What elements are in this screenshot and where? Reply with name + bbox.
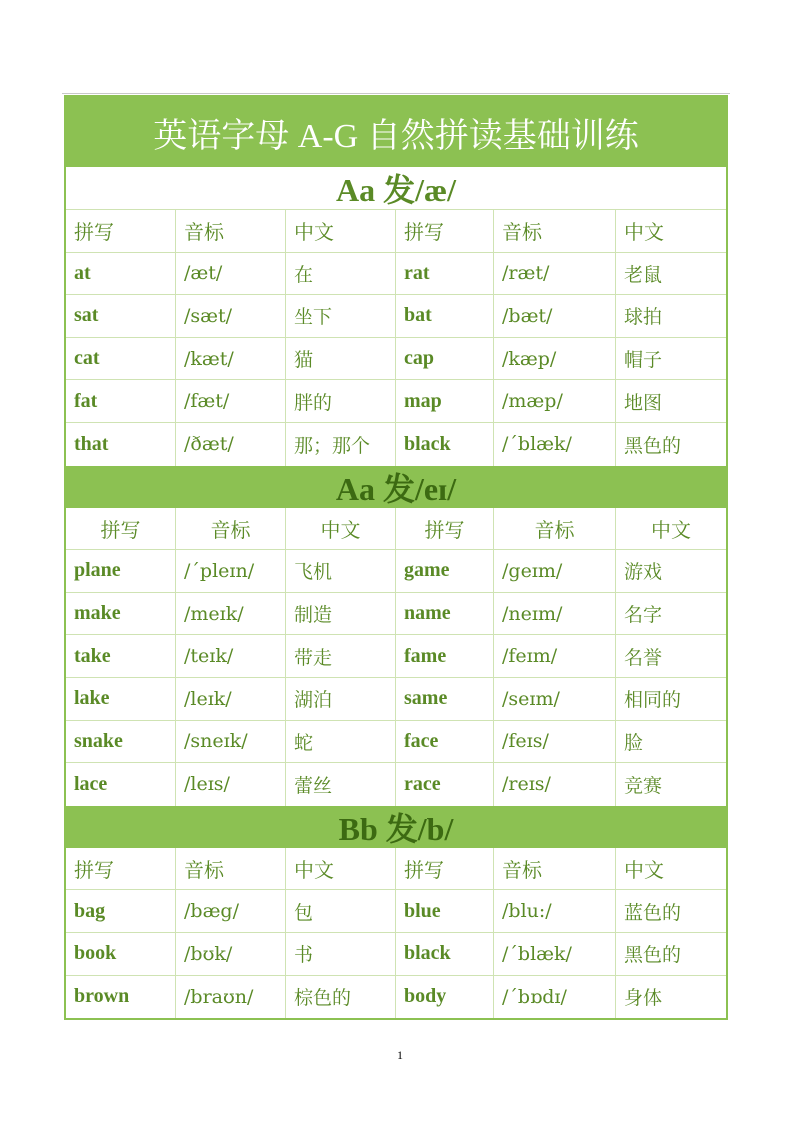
word-cell: map bbox=[396, 380, 494, 422]
meaning-cell: 书 bbox=[286, 933, 396, 975]
meaning-cell: 游戏 bbox=[624, 561, 663, 584]
phonetic-cell: /bæt/ bbox=[494, 295, 616, 337]
header-spelling: 拼写 bbox=[396, 210, 494, 252]
word-cell: lace bbox=[66, 763, 176, 806]
word-cell: snake bbox=[66, 721, 176, 763]
header-spelling: 拼写 bbox=[396, 508, 494, 550]
word-cell: bag bbox=[66, 890, 176, 932]
word-cell: rat bbox=[396, 253, 494, 295]
word-row bbox=[66, 763, 726, 806]
word-cell: make bbox=[66, 593, 176, 635]
word-row bbox=[66, 890, 726, 933]
section-heading-a-short: Aa 发/æ/ bbox=[66, 167, 726, 210]
meaning-cell: 棕色的 bbox=[286, 976, 396, 1019]
word-cell: face bbox=[396, 721, 494, 763]
word-cell: cat bbox=[66, 338, 176, 380]
word-cell: fame bbox=[396, 635, 494, 677]
worksheet-title bbox=[66, 97, 726, 167]
word-cell: fat bbox=[66, 380, 176, 422]
word-cell: name bbox=[396, 593, 494, 635]
phonetic-cell: /fæt/ bbox=[176, 380, 286, 422]
header-phonetic: 音标 bbox=[494, 210, 616, 252]
phonetic-cell: /sneɪk/ bbox=[176, 721, 286, 763]
phonetic-cell: /seɪm/ bbox=[494, 678, 616, 720]
phonetic-cell: /teɪk/ bbox=[176, 635, 286, 677]
page-number: 1 bbox=[397, 1048, 403, 1062]
header-chinese: 中文 bbox=[286, 210, 396, 252]
phonetic-cell: /ðæt/ bbox=[176, 423, 286, 466]
phonics-worksheet bbox=[64, 95, 728, 1020]
top-rule bbox=[62, 93, 730, 94]
phonetic-cell: /geɪm/ bbox=[494, 550, 616, 592]
phonetic-cell: /feɪs/ bbox=[494, 721, 616, 763]
header-spelling: 拼写 bbox=[66, 210, 176, 252]
header-spelling: 拼写 bbox=[396, 848, 494, 890]
word-cell: game bbox=[396, 550, 494, 592]
meaning-cell: 竞赛 bbox=[624, 774, 663, 797]
word-cell: plane bbox=[66, 550, 176, 592]
word-cell: body bbox=[396, 976, 494, 1019]
phonetic-cell: /bæg/ bbox=[176, 890, 286, 932]
meaning-cell: 坐下 bbox=[286, 295, 396, 337]
section-heading-a-long: Aa 发/eɪ/ bbox=[66, 466, 726, 508]
worksheet-title-text: 英语字母 A-G 自然拼读基础训练 bbox=[153, 117, 639, 155]
meaning-cell: 带走 bbox=[286, 635, 396, 677]
header-chinese: 中文 bbox=[286, 848, 396, 890]
word-cell: cap bbox=[396, 338, 494, 380]
word-row bbox=[66, 550, 726, 593]
phonetic-cell: /æt/ bbox=[176, 253, 286, 295]
header-phonetic: 音标 bbox=[494, 508, 616, 550]
word-cell: race bbox=[396, 763, 494, 806]
word-cell: brown bbox=[66, 976, 176, 1019]
column-header-row bbox=[66, 210, 726, 253]
phonetic-cell: /leɪk/ bbox=[176, 678, 286, 720]
meaning-cell: 球拍 bbox=[624, 306, 663, 329]
meaning-cell: 那；那个 bbox=[286, 423, 396, 466]
header-chinese: 中文 bbox=[624, 220, 664, 245]
meaning-cell: 黑色的 bbox=[624, 944, 682, 967]
meaning-cell: 飞机 bbox=[286, 550, 396, 592]
word-row bbox=[66, 933, 726, 976]
word-cell: black bbox=[396, 933, 494, 975]
meaning-cell: 在 bbox=[286, 253, 396, 295]
header-chinese: 中文 bbox=[624, 858, 664, 883]
word-row bbox=[66, 338, 726, 381]
word-cell: lake bbox=[66, 678, 176, 720]
phonetic-cell: /sæt/ bbox=[176, 295, 286, 337]
word-row bbox=[66, 295, 726, 338]
word-row bbox=[66, 678, 726, 721]
section-heading-b: Bb 发/b/ bbox=[66, 806, 726, 848]
meaning-cell: 名誉 bbox=[624, 646, 663, 669]
meaning-cell: 脸 bbox=[624, 731, 644, 754]
header-phonetic: 音标 bbox=[176, 508, 286, 550]
word-row bbox=[66, 380, 726, 423]
meaning-cell: 猫 bbox=[286, 338, 396, 380]
word-cell: same bbox=[396, 678, 494, 720]
meaning-cell: 帽子 bbox=[624, 349, 663, 372]
meaning-cell: 湖泊 bbox=[286, 678, 396, 720]
meaning-cell: 包 bbox=[286, 890, 396, 932]
phonetic-cell: /ræt/ bbox=[494, 253, 616, 295]
phonetic-cell: /feɪm/ bbox=[494, 635, 616, 677]
word-row bbox=[66, 721, 726, 764]
phonetic-cell: /meɪk/ bbox=[176, 593, 286, 635]
phonetic-cell: /kæt/ bbox=[176, 338, 286, 380]
column-header-row bbox=[66, 848, 726, 891]
meaning-cell: 制造 bbox=[286, 593, 396, 635]
word-cell: at bbox=[66, 253, 176, 295]
meaning-cell: 老鼠 bbox=[624, 263, 663, 286]
word-cell: that bbox=[66, 423, 176, 466]
meaning-cell: 相同的 bbox=[624, 689, 682, 712]
phonetic-cell: /bʊk/ bbox=[176, 933, 286, 975]
phonetic-cell: /reɪs/ bbox=[494, 763, 616, 806]
meaning-cell: 蓝色的 bbox=[624, 901, 682, 924]
word-row bbox=[66, 635, 726, 678]
phonetic-cell: /mæp/ bbox=[494, 380, 616, 422]
header-spelling: 拼写 bbox=[66, 848, 176, 890]
word-cell: blue bbox=[396, 890, 494, 932]
meaning-cell: 蛇 bbox=[286, 721, 396, 763]
column-header-row bbox=[66, 508, 726, 551]
word-cell: book bbox=[66, 933, 176, 975]
header-chinese: 中文 bbox=[651, 517, 691, 542]
header-phonetic: 音标 bbox=[494, 848, 616, 890]
word-row bbox=[66, 976, 726, 1019]
header-phonetic: 音标 bbox=[176, 848, 286, 890]
word-cell: bat bbox=[396, 295, 494, 337]
word-cell: sat bbox=[66, 295, 176, 337]
meaning-cell: 胖的 bbox=[286, 380, 396, 422]
phonetic-cell: /´pleɪn/ bbox=[176, 550, 286, 592]
phonetic-cell: /blu:/ bbox=[494, 890, 616, 932]
phonetic-cell: /neɪm/ bbox=[494, 593, 616, 635]
phonetic-cell: /´bɒdɪ/ bbox=[494, 976, 616, 1019]
header-chinese: 中文 bbox=[286, 508, 396, 550]
phonetic-cell: /kæp/ bbox=[494, 338, 616, 380]
word-row bbox=[66, 423, 726, 466]
meaning-cell: 名字 bbox=[624, 604, 663, 627]
header-phonetic: 音标 bbox=[176, 210, 286, 252]
meaning-cell: 蕾丝 bbox=[286, 763, 396, 806]
phonetic-cell: /leɪs/ bbox=[176, 763, 286, 806]
meaning-cell: 地图 bbox=[624, 391, 663, 414]
word-row bbox=[66, 593, 726, 636]
word-row bbox=[66, 253, 726, 296]
header-spelling: 拼写 bbox=[66, 508, 176, 550]
word-cell: black bbox=[396, 423, 494, 466]
phonetic-cell: /´blæk/ bbox=[494, 933, 616, 975]
meaning-cell: 黑色的 bbox=[624, 434, 682, 457]
phonetic-cell: /´blæk/ bbox=[494, 423, 616, 466]
word-cell: take bbox=[66, 635, 176, 677]
meaning-cell: 身体 bbox=[624, 987, 663, 1010]
phonetic-cell: /braʊn/ bbox=[176, 976, 286, 1019]
